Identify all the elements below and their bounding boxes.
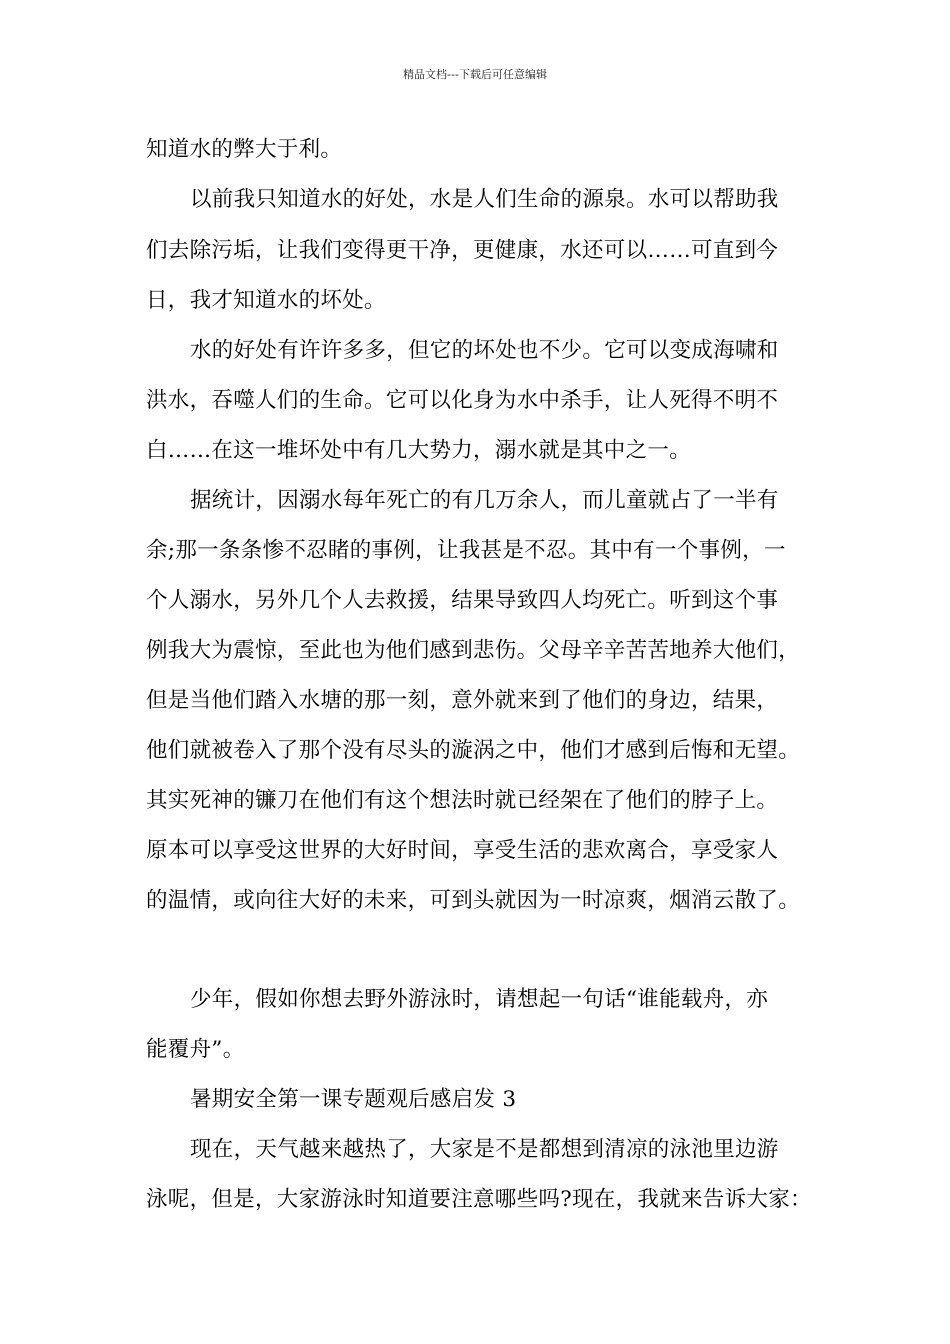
paragraph-line: 白……在这一堆坏处中有几大势力，溺水就是其中之一。 (146, 438, 692, 463)
paragraph-line: 们去除污垢，让我们变得更干净，更健康，水还可以……可直到今 (146, 238, 779, 263)
paragraph-line: 日，我才知道水的坏处。 (146, 288, 386, 313)
paragraph-line: 的温情，或向往大好的未来，可到头就因为一时凉爽，烟消云散了。 (146, 888, 801, 913)
paragraph-line: 以前我只知道水的好处，水是人们生命的源泉。水可以帮助我 (190, 187, 779, 212)
paragraph-line: 泳呢，但是，大家游泳时知道要注意哪些吗?现在，我就来告诉大家： (146, 1187, 812, 1212)
paragraph-line: 余;那一条条惨不忍睹的事例，让我甚是不忍。其中有一个事例，一 (146, 538, 786, 563)
paragraph-line: 例我大为震惊，至此也为他们感到悲伤。父母辛辛苦苦地养大他们， (146, 638, 801, 663)
paragraph-line: 其实死神的镰刀在他们有这个想法时就已经架在了他们的脖子上。 (146, 788, 779, 813)
section-title: 暑期安全第一课专题观后感启发 3 (190, 1087, 517, 1112)
paragraph-line: 知道水的弊大于利。 (146, 137, 343, 162)
paragraph-line: 水的好处有许许多多，但它的坏处也不少。它可以变成海啸和 (190, 338, 779, 363)
page-header: 精品文档---下载后可任意编辑 (403, 68, 547, 81)
paragraph-line: 少年，假如你想去野外游泳时，请想起一句话“谁能载舟，亦 (190, 987, 769, 1012)
paragraph-line: 据统计，因溺水每年死亡的有几万余人，而儿童就占了一半有 (190, 488, 779, 513)
paragraph-line: 现在，天气越来越热了，大家是不是都想到清凉的泳池里边游 (190, 1137, 779, 1162)
paragraph-line: 原本可以享受这世界的大好时间，享受生活的悲欢离合，享受家人 (146, 838, 779, 863)
paragraph-line: 能覆舟”。 (146, 1037, 245, 1062)
paragraph-line: 他们就被卷入了那个没有尽头的漩涡之中，他们才感到后悔和无望。 (146, 738, 801, 763)
paragraph-line: 但是当他们踏入水塘的那一刻，意外就来到了他们的身边，结果， (146, 688, 779, 713)
paragraph-line: 个人溺水，另外几个人去救援，结果导致四人均死亡。听到这个事 (146, 588, 779, 613)
paragraph-line: 洪水，吞噬人们的生命。它可以化身为水中杀手，让人死得不明不 (146, 388, 779, 413)
